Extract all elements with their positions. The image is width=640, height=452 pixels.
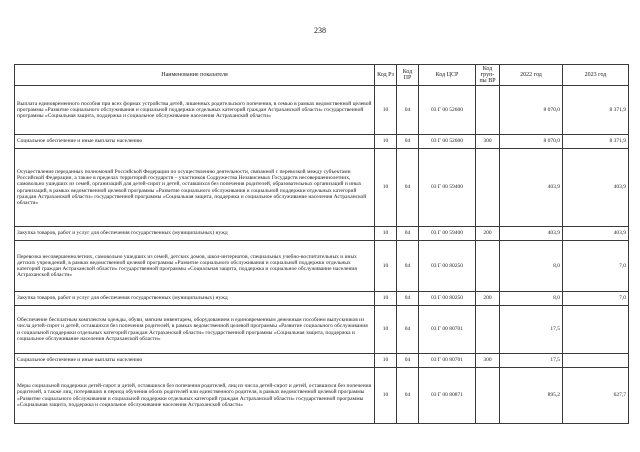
row-2022: 895,2 (500, 368, 563, 424)
row-vr (476, 241, 500, 292)
row-pr: 04 (397, 292, 419, 306)
row-name: Социальное обеспечение и иные выплаты населению (15, 135, 375, 149)
row-2022: 8 070,0 (500, 86, 563, 135)
table-header-row (15, 65, 629, 86)
row-2022: 17,5 (500, 306, 563, 354)
row-rz: 10 (375, 368, 397, 424)
row-2022: 8,0 (500, 292, 563, 306)
row-2023: 7,0 (563, 292, 629, 306)
row-pr: 04 (397, 227, 419, 241)
row-pr: 04 (397, 368, 419, 424)
header-2022: 2022 год (500, 65, 563, 86)
row-name: Закупка товаров, работ и услуг для обеспечения государственных (муниципальных) нужд (15, 227, 375, 241)
row-vr (476, 86, 500, 135)
row-pr: 04 (397, 241, 419, 292)
row-vr: 300 (476, 135, 500, 149)
header-rz: Код Рз (375, 65, 397, 86)
table-row (15, 135, 629, 149)
row-csr: 03 Г 00 80701 (419, 354, 476, 368)
row-2023: 7,0 (563, 241, 629, 292)
row-2022: 8 070,0 (500, 135, 563, 149)
row-2023: 627,7 (563, 368, 629, 424)
row-2023: 403,9 (563, 149, 629, 227)
row-vr (476, 306, 500, 354)
row-rz: 10 (375, 135, 397, 149)
budget-table (14, 64, 629, 424)
row-csr: 03 Г 00 52600 (419, 135, 476, 149)
row-pr: 04 (397, 86, 419, 135)
header-vr: Код груп- пы ВР (476, 65, 500, 86)
header-csr: Код ЦСР (419, 65, 476, 86)
row-rz: 10 (375, 306, 397, 354)
row-name: Выплата единовременного пособия при всех формах устройства детей, лишенных родительского попечения, в семью в рамках ведомственной целевой программы «Развитие социального обслуживания и социальной поддержки отдельных категорий граждан Астраханской области» государственной программы «Социальная защита, поддержка и социальное обслуживание населения Астраханской области» (15, 86, 375, 135)
row-csr: 03 Г 00 52600 (419, 86, 476, 135)
row-rz: 10 (375, 241, 397, 292)
row-csr: 03 Г 00 80871 (419, 368, 476, 424)
header-2023: 2023 год (563, 65, 629, 86)
row-vr: 300 (476, 354, 500, 368)
row-vr: 200 (476, 227, 500, 241)
table-row (15, 241, 629, 292)
table-row (15, 368, 629, 424)
table-row (15, 292, 629, 306)
table-row (15, 227, 629, 241)
row-pr: 04 (397, 135, 419, 149)
row-csr: 03 Г 00 59400 (419, 227, 476, 241)
table-row (15, 86, 629, 135)
table-row (15, 354, 629, 368)
row-2023 (563, 354, 629, 368)
row-name: Социальное обеспечение и иные выплаты населению (15, 354, 375, 368)
row-rz: 10 (375, 292, 397, 306)
row-2022: 403,9 (500, 227, 563, 241)
row-csr: 03 Г 00 80250 (419, 241, 476, 292)
row-name: Перевозка несовершеннолетних, самовольно ушедших из семей, детских домов, школ-интернатов, специальных учебно-воспитательных и иных детских учреждений, в рамках ведомственной целевой программы «Развитие социального обслуживания и социальной поддержки отдельных категорий граждан Астраханской области» государственной программы «Социальная защита, поддержка и социальное обслуживание населения Астраханской области» (15, 241, 375, 292)
row-vr (476, 149, 500, 227)
row-2022: 403,9 (500, 149, 563, 227)
row-csr: 03 Г 00 80250 (419, 292, 476, 306)
row-2023 (563, 306, 629, 354)
row-2023: 403,9 (563, 227, 629, 241)
header-name: Наименование показателя (15, 65, 375, 86)
row-2023: 8 371,9 (563, 135, 629, 149)
row-pr: 04 (397, 354, 419, 368)
header-pr: Код ПР (397, 65, 419, 86)
row-rz: 10 (375, 354, 397, 368)
row-pr: 04 (397, 149, 419, 227)
row-name: Обеспечение бесплатным комплектом одежды, обуви, мягким инвентарем, оборудованием и единовременным денежным пособием выпускников из числа детей-сирот и детей, оставшихся без попечения родителей, в рамках ведомственной целевой программы «Развитие социального обслуживания и социальной поддержки отдельных категорий граждан Астраханской области» государственной программы «Социальная защита, поддержка и социальное обслуживание населения Астраханской области» (15, 306, 375, 354)
row-csr: 03 Г 00 59400 (419, 149, 476, 227)
row-2022: 17,5 (500, 354, 563, 368)
table-row (15, 306, 629, 354)
page-number: 238 (314, 26, 326, 35)
row-pr: 04 (397, 306, 419, 354)
row-name: Меры социальной поддержки детей-сирот и детей, оставшихся без попечения родителей, лиц из числа детей-сирот и детей, оставшихся без попечения родителей, а также лиц, потерявших в период обучения обоих родителей или единственного родителя, в рамках ведомственной целевой программы «Развитие социального обслуживания и социальной поддержки отдельных категорий граждан Астраханской области» государственной программы «Социальная защита, поддержка и социальное обслуживание населения Астраханской области» (15, 368, 375, 424)
row-csr: 03 Г 00 80701 (419, 306, 476, 354)
row-rz: 10 (375, 227, 397, 241)
row-rz: 10 (375, 86, 397, 135)
table-row (15, 149, 629, 227)
row-rz: 10 (375, 149, 397, 227)
row-name: Осуществление переданных полномочий Российской Федерации по осуществлению деятельности, связанной с перевозкой между субъектами Российской Федерации, а также в пределах территорий государств – участников Содружества Независимых Государств несовершеннолетних, самовольно ушедших из семей, организаций для детей-сирот и детей, оставшихся без попечения родителей, образовательных организаций и иных организаций, в рамках ведомственной целевой программы «Развитие социального обслуживания и социальной поддержки отдельных категорий граждан Астраханской области» государственной программы «Социальная защита, поддержка и социальное обслуживание населения Астраханской области» (15, 149, 375, 227)
row-vr: 200 (476, 292, 500, 306)
row-2022: 8,0 (500, 241, 563, 292)
row-name: Закупка товаров, работ и услуг для обеспечения государственных (муниципальных) нужд (15, 292, 375, 306)
row-2023: 8 371,9 (563, 86, 629, 135)
row-vr (476, 368, 500, 424)
